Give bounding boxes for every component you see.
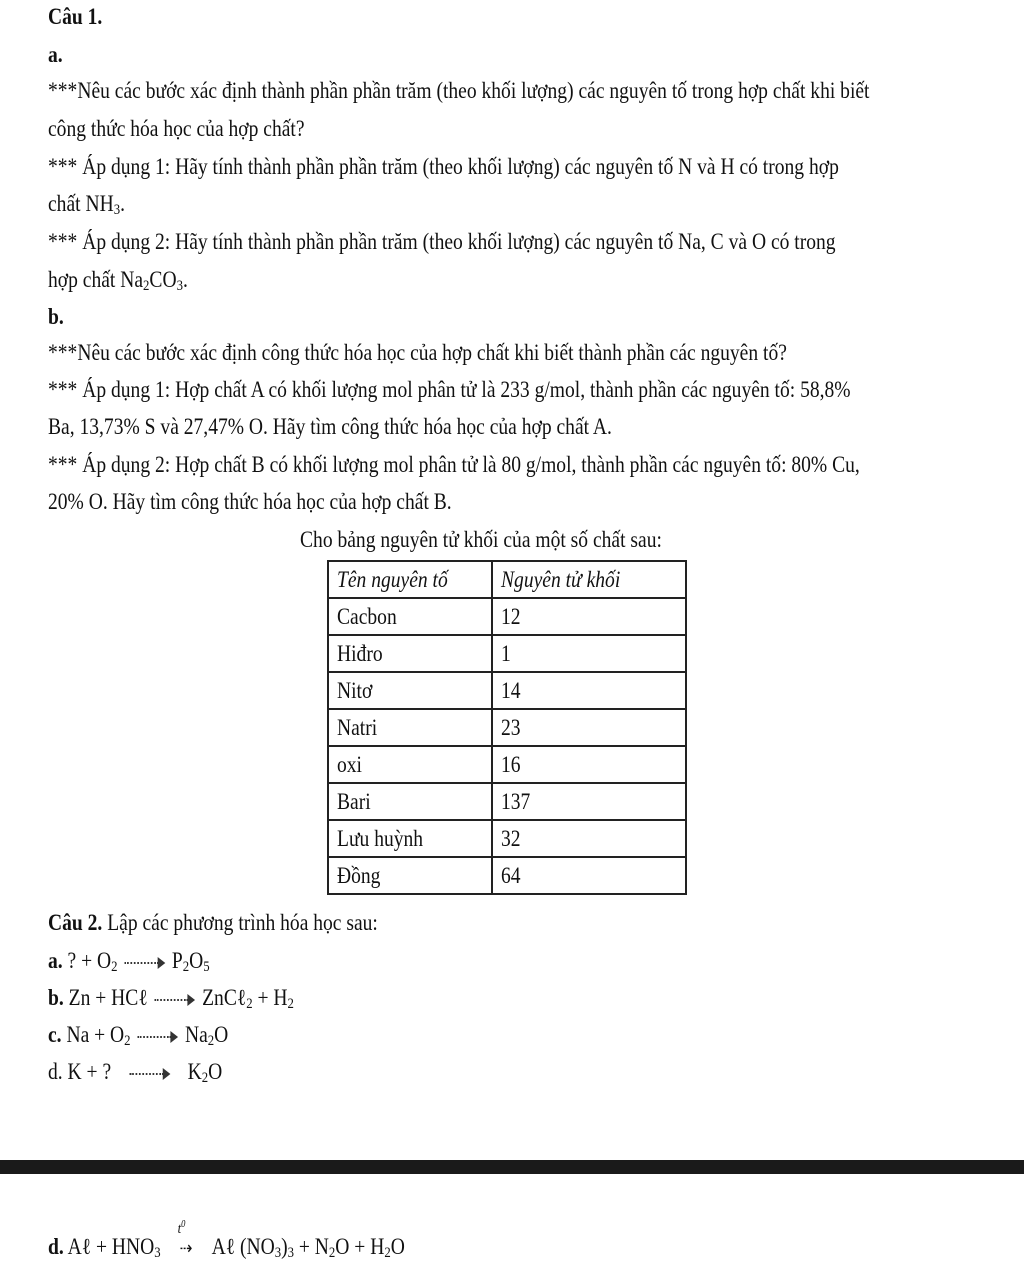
element-cell: Cacbon: [328, 598, 492, 635]
mass-cell: 32: [492, 820, 686, 857]
table-row: [328, 672, 686, 709]
dotted-arrow-icon: [155, 993, 196, 1007]
table-row: [328, 635, 686, 672]
mass-cell: 64: [492, 857, 686, 894]
table-row: [328, 820, 686, 857]
mass-cell: 14: [492, 672, 686, 709]
table-row: [328, 598, 686, 635]
part-a-apply1-line2: chất $NH_3$.: [48, 191, 125, 218]
part-b-prompt: ***Nêu các bước xác định công thức hóa học của hợp chất khi biết thành phần các nguyên tố?: [48, 340, 787, 365]
part-b-apply1-line1: *** Áp dụng 1: Hợp chất A có khối lượng mol phân tử là 233 g/mol, thành phần các nguyên tố: 58,8%: [48, 377, 851, 402]
part-b-apply2-line2: 20% O. Hãy tìm công thức hóa học của hợp chất B.: [48, 489, 452, 514]
part-a-label: a.: [48, 42, 63, 67]
part-b-apply2-line1: *** Áp dụng 2: Hợp chất B có khối lượng mol phân tử là 80 g/mol, thành phần các nguyên tố: 80% Cu,: [48, 452, 860, 477]
equation-d: d. K + ? $K_2O$: [48, 1059, 223, 1086]
question-1-title: Câu 1.: [48, 4, 103, 29]
table-header-mass: Nguyên tử khối: [492, 561, 686, 598]
heat-arrow: $t^0$ ⇢: [177, 1219, 193, 1258]
table-header-element: Tên nguyên tố: [328, 561, 492, 598]
part-b-apply1-line2: Ba, 13,73% S và 27,47% O. Hãy tìm công thức hóa học của hợp chất A.: [48, 414, 612, 439]
equation-a: a. ? + $O_2$ $P_2O_5$: [48, 948, 210, 975]
element-cell: oxi: [328, 746, 492, 783]
element-cell: Hiđro: [328, 635, 492, 672]
dotted-arrow-icon: [124, 956, 165, 970]
part-a-prompt-line1: ***Nêu các bước xác định thành phần phần trăm (theo khối lượng) các nguyên tố trong hợp chất khi biết: [48, 78, 870, 103]
mass-cell: 137: [492, 783, 686, 820]
dotted-arrow-icon: [130, 1067, 171, 1081]
atomic-mass-table: [327, 560, 687, 895]
table-row: [328, 746, 686, 783]
page-separator-bar: [0, 1160, 1024, 1174]
element-cell: Natri: [328, 709, 492, 746]
table-row: [328, 783, 686, 820]
part-b-label: b.: [48, 304, 64, 329]
part-a-apply2-line1: *** Áp dụng 2: Hãy tính thành phần phần trăm (theo khối lượng) các nguyên tố Na, C và O có trong: [48, 229, 836, 254]
element-cell: Bari: [328, 783, 492, 820]
mass-cell: 1: [492, 635, 686, 672]
mass-cell: 12: [492, 598, 686, 635]
mass-cell: 16: [492, 746, 686, 783]
element-cell: Đồng: [328, 857, 492, 894]
bottom-equation: d. Aℓ + $HNO_3$ $t^0$ ⇢ Aℓ $(NO_3)_3 + N_2O + H_2O$: [48, 1219, 405, 1261]
equation-c: c. $Na + O_2$ $Na_2O$: [48, 1022, 229, 1049]
table-row: [328, 857, 686, 894]
table-row: [328, 709, 686, 746]
table-caption: Cho bảng nguyên tử khối của một số chất sau:: [300, 527, 662, 552]
part-a-apply2-line2: hợp chất $Na_2CO_3$.: [48, 267, 188, 294]
arrow-icon: ⇢: [179, 1238, 193, 1258]
dotted-arrow-icon: [137, 1030, 178, 1044]
question-2-heading: Câu 2. Lập các phương trình hóa học sau:: [48, 910, 378, 935]
element-cell: Lưu huỳnh: [328, 820, 492, 857]
part-a-prompt-line2: công thức hóa học của hợp chất?: [48, 116, 305, 141]
part-a-apply1-line1: *** Áp dụng 1: Hãy tính thành phần phần trăm (theo khối lượng) các nguyên tố N và H có trong hợp: [48, 154, 839, 179]
mass-cell: 23: [492, 709, 686, 746]
equation-b: b. Zn + HCℓ ZnCℓ$_2$ + $H_2$: [48, 985, 294, 1012]
element-cell: Nitơ: [328, 672, 492, 709]
table-header-row: [328, 561, 686, 598]
